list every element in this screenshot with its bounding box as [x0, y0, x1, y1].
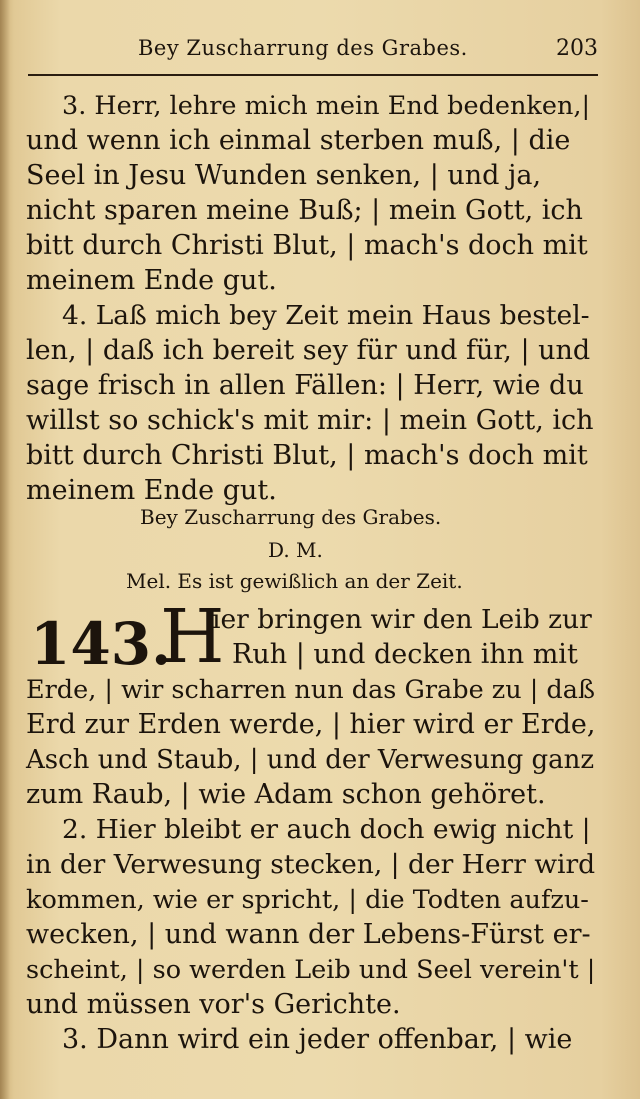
text-line: Asch und Staub, | und der Verwesung ganz — [26, 745, 595, 775]
binding-gutter-shadow — [0, 0, 10, 1099]
text-line: nicht sparen meine Buß; | mein Gott, ich — [26, 195, 583, 226]
text-line: wecken, | und wann der Lebens-Fürst er- — [26, 919, 591, 950]
hymn-number: 143. — [30, 610, 172, 678]
header-rule — [28, 74, 598, 76]
text-line: sage frisch in allen Fällen: | Herr, wie du — [26, 370, 584, 401]
text-line: 3. Dann wird ein jeder offenbar, | wie — [62, 1024, 573, 1055]
text-line: Erde, | wir scharren nun das Grabe zu | daß — [26, 675, 595, 705]
text-line: ier bringen wir den Leib zur — [212, 604, 592, 635]
text-line: 2. Hier bleibt er auch doch ewig nicht | — [62, 814, 591, 845]
text-line: Seel in Jesu Wunden senken, | und ja, — [26, 160, 542, 191]
text-line: len, | daß ich bereit sey für und für, | und — [26, 335, 591, 366]
page-number: 203 — [556, 36, 598, 61]
text-line: kommen, wie er spricht, | die Todten aufzu- — [26, 885, 589, 915]
text-line: scheint, | so werden Leib und Seel verein't | — [26, 955, 596, 985]
running-head: Bey Zuscharrung des Grabes. — [138, 36, 468, 60]
text-line: meinem Ende gut. — [26, 475, 277, 506]
text-line: Erd zur Erden werde, | hier wird er Erde, — [26, 709, 596, 740]
text-line: und wenn ich einmal sterben muß, | die — [26, 125, 571, 156]
text-line: und müssen vor's Gerichte. — [26, 989, 401, 1020]
hymn-heading: Bey Zuscharrung des Grabes. — [140, 505, 442, 529]
text-line: 3. Herr, lehre mich mein End bedenken,| — [62, 91, 591, 121]
text-line: Ruh | und decken ihn mit — [232, 639, 578, 670]
text-line: zum Raub, | wie Adam schon gehöret. — [26, 779, 546, 810]
hymn-author: D. M. — [268, 538, 323, 562]
text-line: willst so schick's mit mir: | mein Gott, ich — [26, 405, 594, 436]
text-line: in der Verwesung stecken, | der Herr wird — [26, 849, 596, 880]
text-line: bitt durch Christi Blut, | mach's doch mit — [26, 230, 588, 261]
text-line: meinem Ende gut. — [26, 265, 277, 296]
hymn-melody: Mel. Es ist gewißlich an der Zeit. — [126, 569, 463, 593]
drop-cap: H — [160, 594, 225, 680]
page-header — [28, 36, 598, 68]
text-line: 4. Laß mich bey Zeit mein Haus bestel- — [62, 300, 590, 331]
text-line: bitt durch Christi Blut, | mach's doch mit — [26, 440, 588, 471]
